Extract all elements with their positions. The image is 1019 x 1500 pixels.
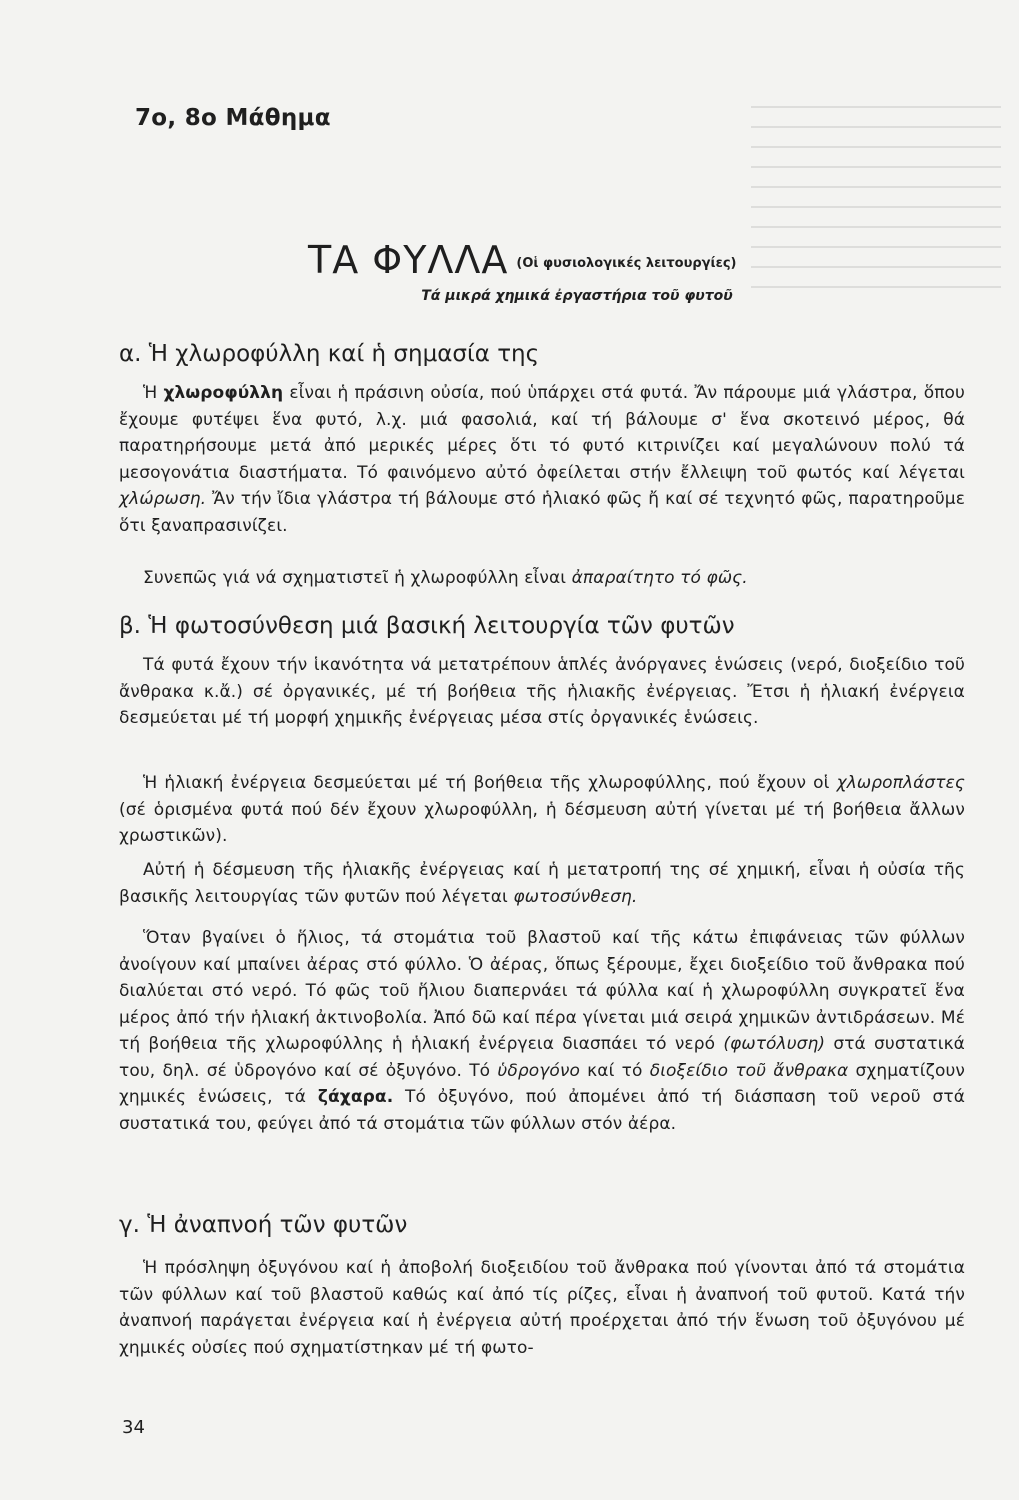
- italic-term: ὑδρογόνο: [497, 1060, 580, 1081]
- italic-term: φωτοσύνθεση.: [513, 886, 638, 907]
- text-run: εἶναι ἡ πράσινη οὐσία, πού ὑπάρχει στά φυτά. Ἄν πάρουμε μιά γλάστρα, ὅπου ἔχουμε φυτέψει ἕνα φυτό, λ.χ. μιά φασολιά, καί τή βάλουμε σ' ἕνα σκοτεινό μέρος, θά παρατηρήσουμε μετά ἀπό μερικές μέρες ὅτι τό φυτό κιτρινίζει καί μεγαλώνουν πολύ τά μεσογονάτια διαστήματα. Τό φαινόμενο αὐτό ὀφείλεται στήν ἔλλειψη τοῦ φωτός καί λέγεται: [119, 383, 965, 483]
- italic-term: ἀπαραίτητο τό φῶς.: [571, 568, 748, 588]
- bold-term: ζάχαρα.: [317, 1087, 394, 1107]
- text-run: Τά φυτά ἔχουν τήν ἱκανότητα νά μετατρέπουν ἁπλές ἀνόργανες ἑνώσεις (νερό, διοξείδιο τοῦ ἄνθρακα κ.ἄ.) σέ ὀργανικές, μέ τή βοήθεια τῆς ἡλιακῆς ἐνέργειας. Ἔτσι ἡ ἡλιακή ἐνέργεια δεσμεύεται μέ τή μορφή χημικῆς ἐνέργειας μέσα στίς ὀργανικές ἑνώσεις.: [119, 655, 965, 728]
- paragraph: [119, 770, 965, 850]
- text-run: Συνεπῶς γιά νά σχηματιστεῖ ἡ χλωροφύλλη εἶναι: [143, 568, 572, 588]
- italic-term: διοξείδιο τοῦ ἄνθρακα: [649, 1060, 849, 1081]
- text-run: Ὅταν βγαίνει ὁ ἥλιος, τά στομάτια τοῦ βλαστοῦ καί τῆς κάτω ἐπιφάνειας τῶν φύλλων ἀνοίγουν καί μπαίνει ἀέρας στό φύλλο. Ὁ ἀέρας, ὅπως ξέρουμε, ἔχει διοξείδιο τοῦ ἄνθρακα πού διαλύεται στό νερό. Τό φῶς τοῦ ἥλιου διαπερνάει τά φύλλα καί ἡ χλωροφύλλη συγκρατεῖ ἕνα μέρος ἀπό τήν ἡλιακή ἀκτινοβολία. Ἀπό δῶ καί πέρα γίνεται μιά σειρά χημικῶν ἀντιδράσεων. Μέ τή βοήθεια τῆς χλωροφύλλης ἡ ἡλιακή ἐνέργεια διασπάει τό νερό: [119, 928, 965, 1054]
- main-title-sub: (Οἱ φυσιολογικές λειτουργίες): [516, 256, 737, 271]
- text-run: Ἡ πρόσληψη ὀξυγόνου καί ἡ ἀποβολή διοξειδίου τοῦ ἄνθρακα πού γίνονται ἀπό τά στομάτια τῶν φύλλων καί τοῦ βλαστοῦ καθώς καί ἀπό τίς ρίζες, εἶναι ἡ ἀναπνοή τοῦ φυτοῦ. Κατά τήν ἀναπνοή παράγεται ἐνέργεια καί ἡ ἐνέργεια αὐτή προέρχεται ἀπό τήν ἕνωση τοῦ ὀξυγόνου μέ χημικές οὐσίες πού σχηματίστηκαν μέ τή φωτο-: [119, 1258, 965, 1358]
- italic-term: χλώρωση.: [119, 489, 207, 509]
- italic-term: (φωτόλυση): [723, 1034, 826, 1054]
- text-run: Τό ὀξυγόνο, πού ἀπομένει ἀπό τή διάσπαση τοῦ νεροῦ στά συστατικά του, φεύγει ἀπό τά στομάτια τῶν φύλλων στόν ἀέρα.: [119, 1087, 965, 1134]
- text-run: καί τό: [579, 1060, 650, 1081]
- paragraph: [119, 380, 965, 539]
- text-run: (σέ ὁρισμένα φυτά πού δέν ἔχουν χλωροφύλλη, ἡ δέσμευση αὐτή γίνεται μέ τή βοήθεια ἄλλων χρωστικῶν).: [119, 799, 965, 846]
- paragraph: [119, 652, 965, 732]
- text-run: Ἄν τήν ἴδια γλάστρα τή βάλουμε στό ἡλιακό φῶς ἤ καί σέ τεχνητό φῶς, παρατηροῦμε ὅτι ξαναπρασινίζει.: [119, 489, 965, 536]
- show-through-text: [751, 95, 1001, 305]
- paragraph: [119, 1255, 965, 1361]
- main-title-text: ΤΑ ΦΥΛΛΑ: [308, 238, 509, 282]
- text-run: Ἡ: [143, 383, 164, 403]
- italic-term: χλωροπλάστες: [836, 773, 965, 793]
- text-run: Αὐτή ἡ δέσμευση τῆς ἡλιακῆς ἐνέργειας καί ἡ μετατροπή της σέ χημική, εἶναι ἡ οὐσία τῆς βασικῆς λειτουργίας τῶν φυτῶν πού λέγεται: [119, 860, 965, 907]
- page-number: 34: [122, 1417, 145, 1438]
- main-title: [308, 238, 737, 282]
- section-heading-a: α. Ἡ χλωροφύλλη καί ἡ σημασία της: [119, 341, 540, 367]
- paragraph: [119, 857, 965, 910]
- paragraph: [119, 565, 965, 592]
- paragraph: [119, 925, 965, 1137]
- lesson-title: 7ο, 8ο Μάθημα: [135, 105, 331, 131]
- text-run: στά συστατικά του, δηλ. σέ ὑδρογόνο καί σέ ὀξυγόνο. Τό: [119, 1034, 965, 1081]
- section-heading-b: β. Ἡ φωτοσύνθεση μιά βασική λειτουργία τῶν φυτῶν: [119, 613, 735, 639]
- text-run: Ἡ ἡλιακή ἐνέργεια δεσμεύεται μέ τή βοήθεια τῆς χλωροφύλλης, πού ἔχουν οἱ: [143, 773, 837, 793]
- subtitle: Τά μικρά χημικά ἐργαστήρια τοῦ φυτοῦ: [421, 288, 733, 304]
- section-heading-c: γ. Ἡ ἀναπνοή τῶν φυτῶν: [119, 1212, 408, 1238]
- bold-term: χλωροφύλλη: [163, 383, 284, 403]
- text-run: σχηματίζουν χημικές ἑνώσεις, τά: [119, 1060, 966, 1107]
